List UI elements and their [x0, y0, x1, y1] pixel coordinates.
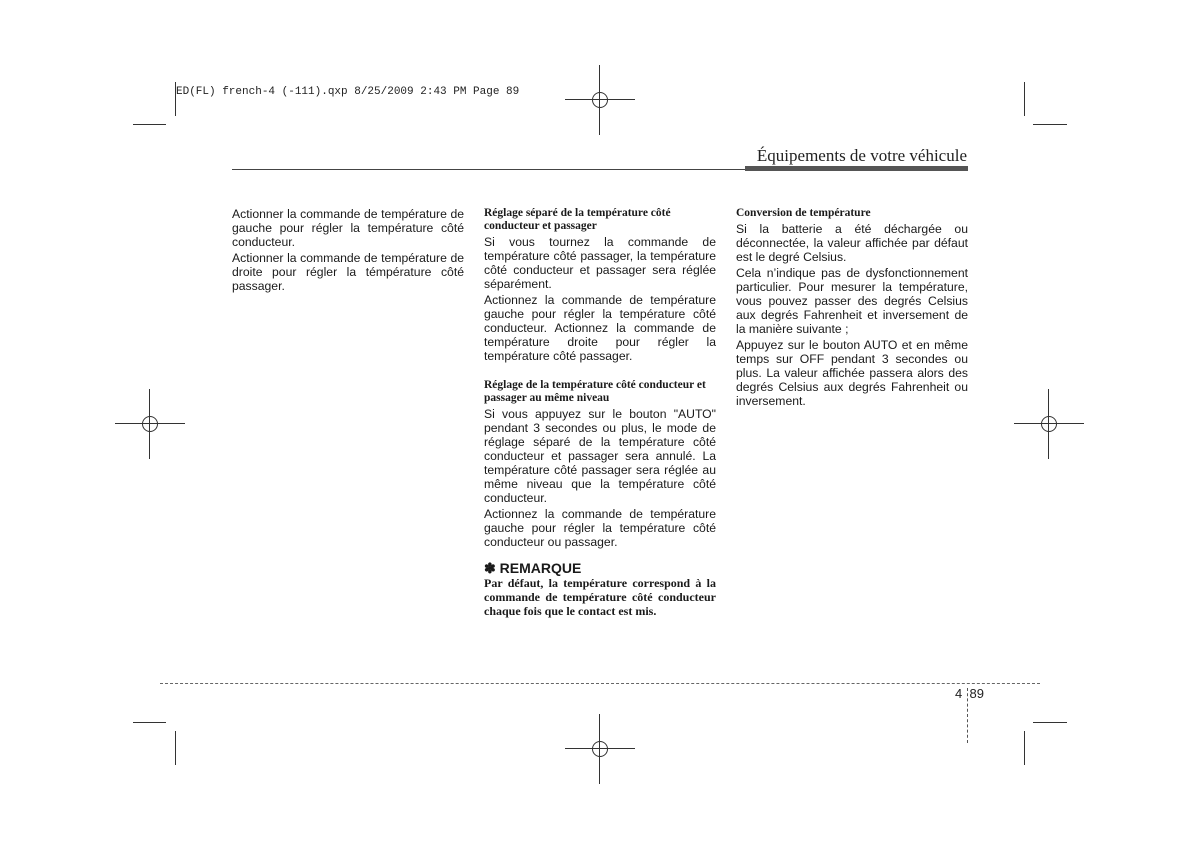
crop-mark [1024, 82, 1025, 116]
page-number-separator [967, 688, 969, 743]
column-right [736, 207, 968, 410]
column-left [232, 207, 464, 295]
header-bar [745, 166, 968, 171]
page-number-value: 89 [969, 686, 984, 701]
registration-mark-right [1014, 389, 1084, 459]
paragraph: Si la batterie a été déchargée ou déconnectée, la valeur affichée par défaut est le degré Celsius. [736, 222, 968, 264]
crop-mark [133, 722, 166, 723]
header-rule [232, 169, 745, 170]
paragraph: Actionner la commande de température de gauche pour régler la température côté conducteur. [232, 207, 464, 249]
registration-mark-left [115, 389, 185, 459]
crop-mark [133, 124, 166, 125]
section-heading: Conversion de température [736, 207, 871, 219]
print-slug: ED(FL) french-4 (-111).qxp 8/25/2009 2:43 PM Page 89 [176, 86, 520, 98]
registration-mark-top [565, 65, 635, 135]
registration-mark-bottom [565, 714, 635, 784]
crop-mark [175, 731, 176, 765]
section-heading: Réglage séparé de la température côté conducteur et passager [484, 207, 671, 232]
paragraph: Appuyez sur le bouton AUTO et en même temps sur OFF pendant 3 secondes ou plus. La valeur affichée passera alors des degrés Celsius aux degrés Fahrenheit ou inversement. [736, 338, 968, 408]
page-number [955, 686, 984, 701]
chapter-number: 4 [955, 686, 963, 701]
footer-rule [160, 683, 1040, 684]
remark-title: ✽ REMARQUE [484, 560, 582, 576]
remark-text: Par défaut, la température correspond à la commande de température côté conducteur chaque fois que le contact est mis. [484, 576, 716, 618]
paragraph: Actionnez la commande de température gauche pour régler la température côté conducteur. Actionnez la commande de température droite pour régler la température côté passager. [484, 293, 716, 363]
section-heading: Réglage de la température côté conducteur et passager au même niveau [484, 379, 706, 404]
paragraph: Actionnez la commande de température gauche pour régler la température côté conducteur ou passager. [484, 507, 716, 549]
paragraph: Cela n’indique pas de dysfonctionnement particulier. Pour mesurer la température, vous pouvez passer des degrés Celsius aux degrés Fahrenheit et inversement de la manière suivante ; [736, 266, 968, 336]
crop-mark [1024, 731, 1025, 765]
column-middle [484, 207, 716, 620]
paragraph: Si vous tournez la commande de température côté passager, la température côté conducteur et passager sera réglée séparément. [484, 235, 716, 291]
page-header-title: Équipements de votre véhicule [756, 146, 967, 165]
paragraph: Si vous appuyez sur le bouton "AUTO" pendant 3 secondes ou plus, le mode de réglage séparé de la température côté conducteur et passager sera annulé. La température côté passager sera réglée au même niveau que la température côté conducteur. [484, 407, 716, 505]
crop-mark [1033, 722, 1067, 723]
paragraph: Actionner la commande de température de droite pour régler la témpérature côté passager. [232, 251, 464, 293]
crop-mark [1033, 124, 1067, 125]
